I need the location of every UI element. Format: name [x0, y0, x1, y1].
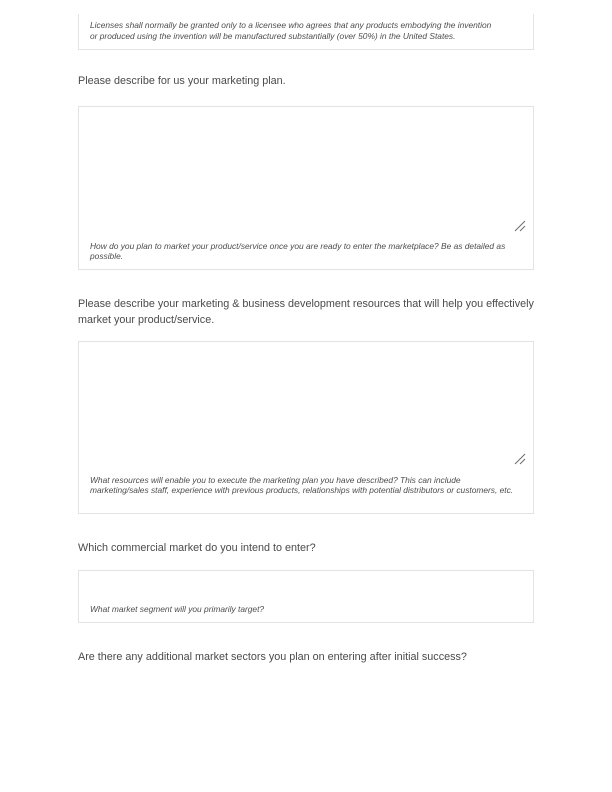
license-note-hint-line1: Licenses shall normally be granted only to a licensee who agrees that any products embodying the invention: [90, 20, 492, 30]
additional-sectors-label: Are there any additional market sectors you plan on entering after initial success?: [78, 651, 467, 663]
marketing-plan-hint: How do you plan to market your product/service once you are ready to enter the marketplace? Be as detailed as possible.: [90, 241, 506, 262]
commercial-market-hint: What market segment will you primarily target?: [90, 604, 265, 614]
commercial-market-input[interactable]: [78, 570, 534, 623]
resources-label: Please describe your marketing & business development resources that will help you effectively market your product/service.: [78, 298, 534, 326]
marketing-plan-label: Please describe for us your marketing plan.: [78, 75, 286, 87]
license-note-hint-line2: or produced using the invention will be manufactured substantially (over 50%) in the United States.: [90, 31, 456, 41]
resize-handle-icon[interactable]: [514, 220, 526, 232]
resources-textarea[interactable]: [78, 341, 534, 514]
marketing-plan-textarea[interactable]: [78, 106, 534, 270]
resize-handle-icon[interactable]: [514, 453, 526, 465]
commercial-market-label: Which commercial market do you intend to enter?: [78, 542, 316, 554]
license-note-box: [78, 14, 534, 50]
resources-hint: What resources will enable you to execute the marketing plan you have described? This can include marketing/sales staff, experience with previous products, relationships with potential distributors or customers, etc.: [90, 475, 514, 496]
